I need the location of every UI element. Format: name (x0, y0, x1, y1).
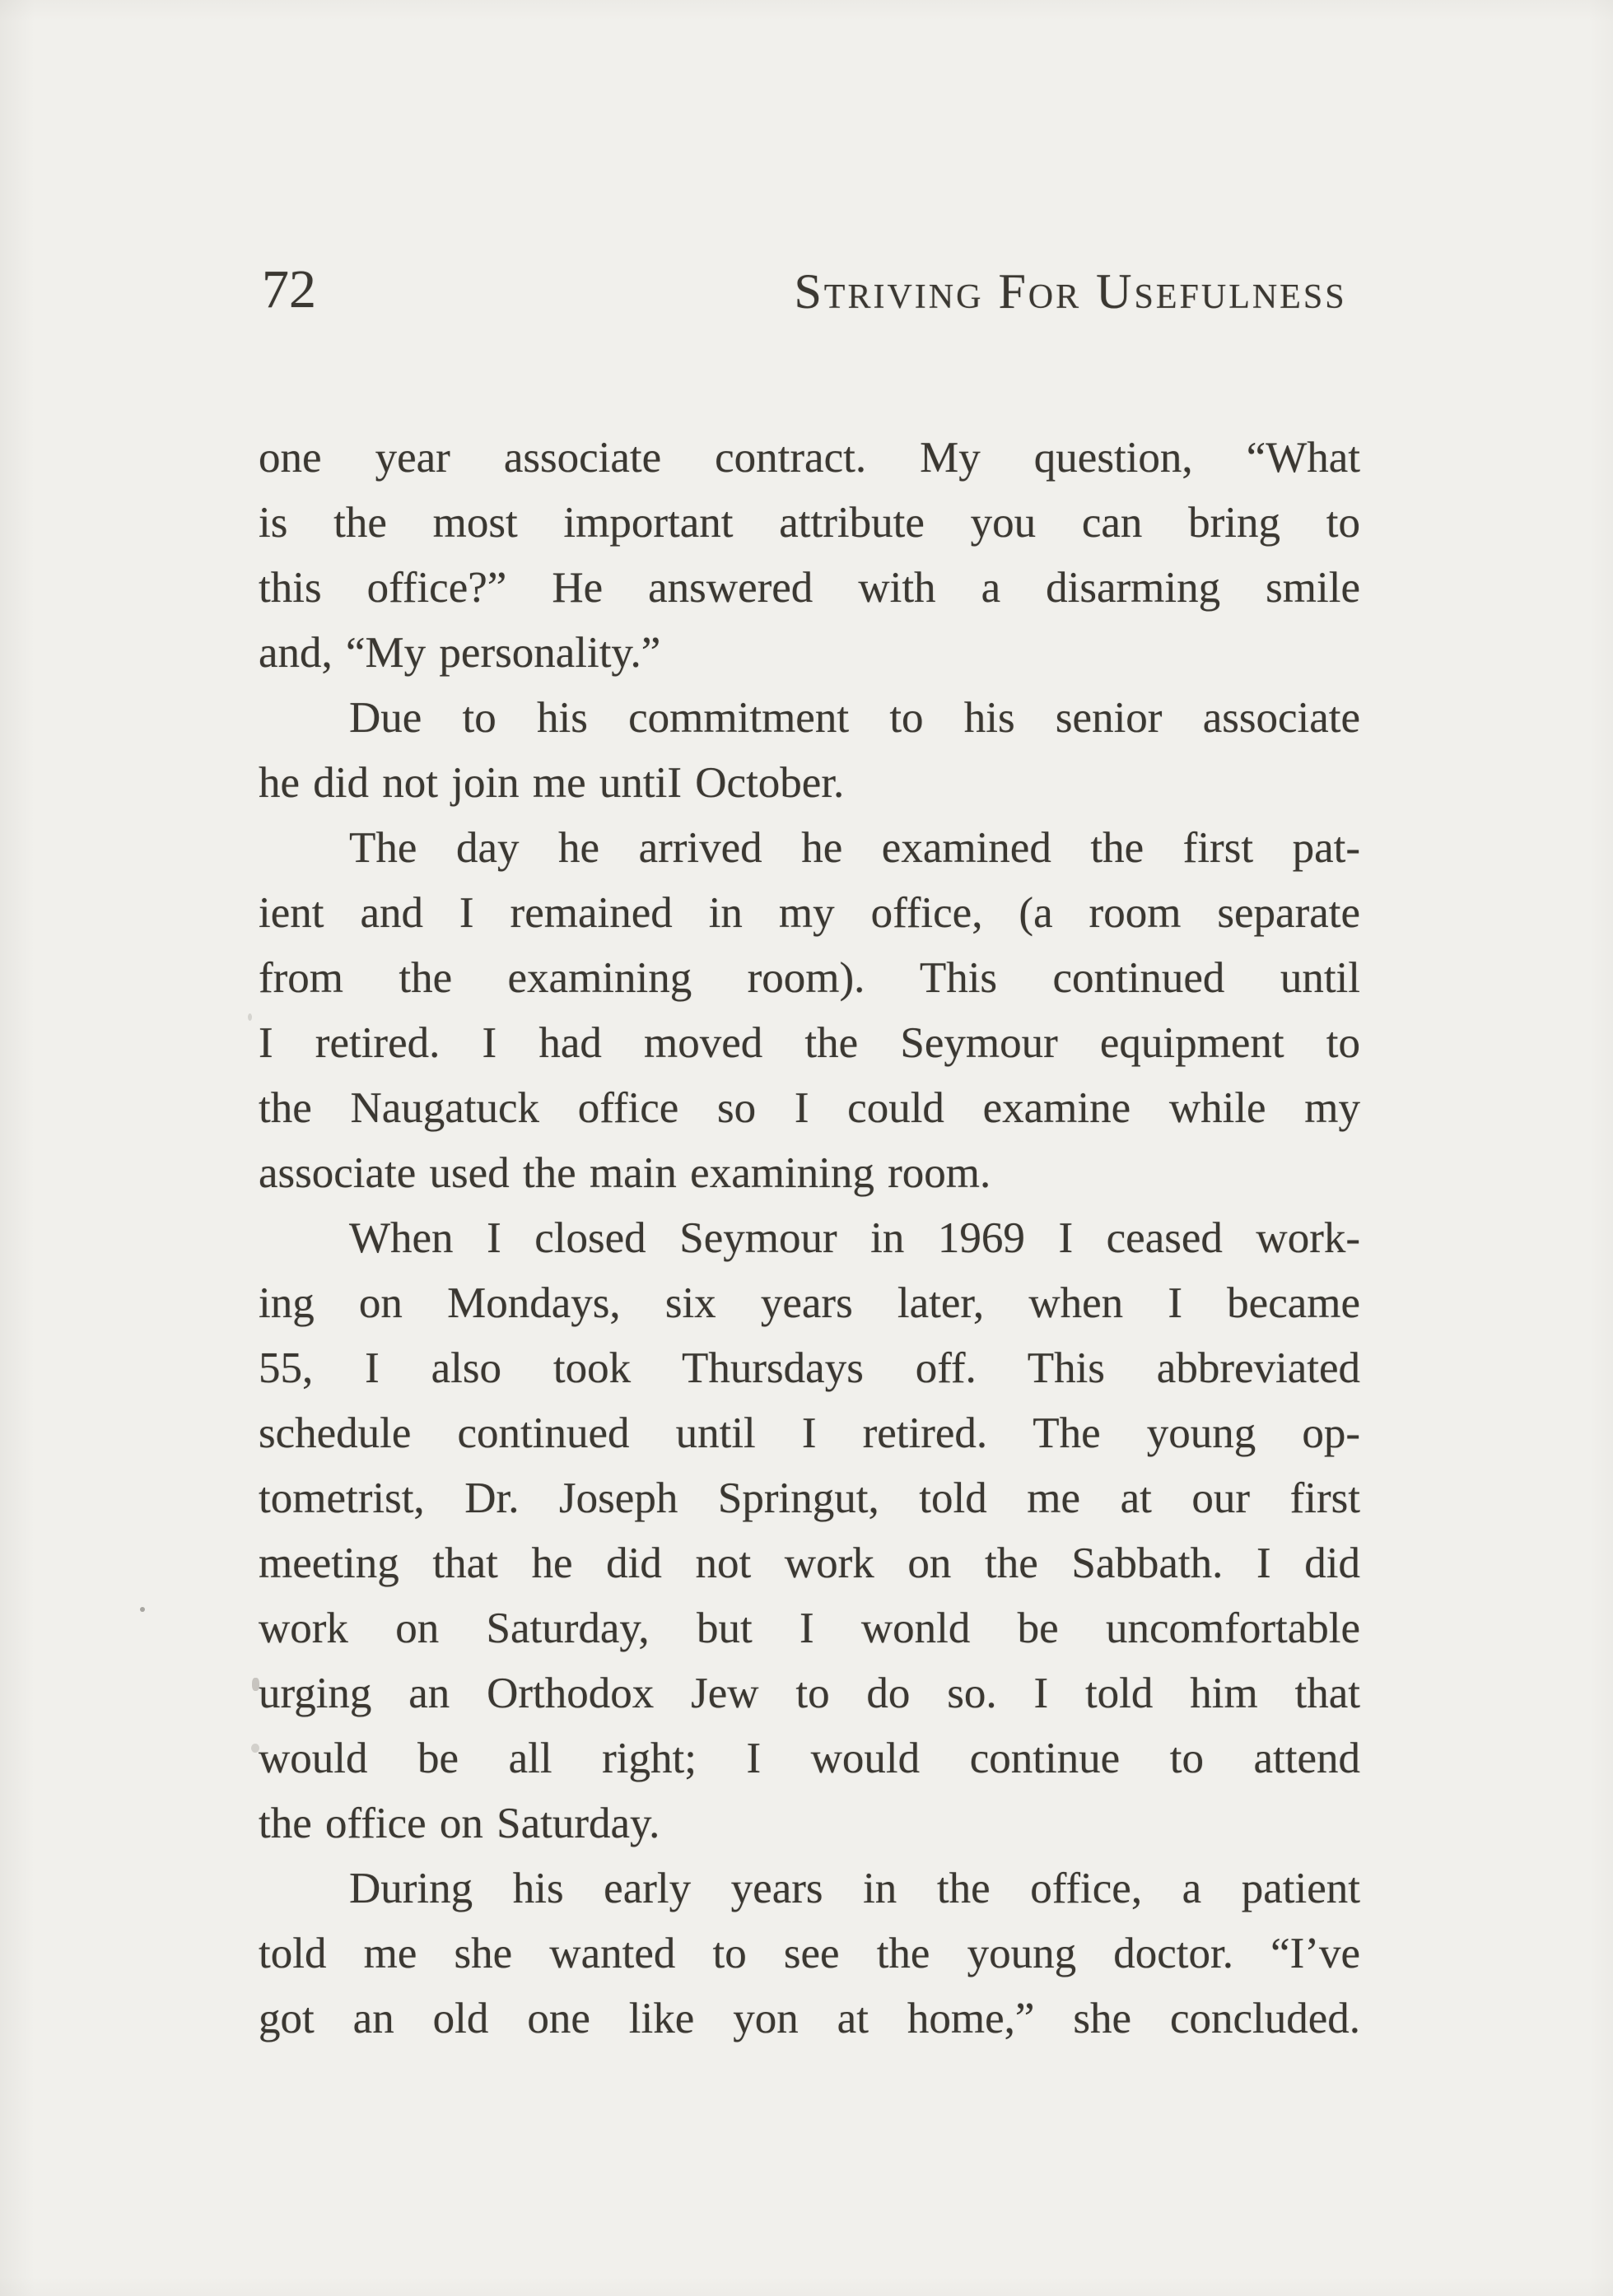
page-body-text (259, 426, 1360, 2051)
text-line: this office?” He answered with a disarming smile (259, 564, 1360, 612)
text-line: meeting that he did not work on the Sabbath. I did (259, 1539, 1360, 1587)
text-line: schedule continued until I retired. The young op- (259, 1409, 1360, 1457)
text-line: from the examining room). This continued until (259, 954, 1360, 1002)
text-line: ient and I remained in my office, (a room separate (259, 889, 1360, 937)
text-line: When I closed Seymour in 1969 I ceased work- (349, 1214, 1360, 1262)
text-line: he did not join me untiI October. (259, 759, 845, 807)
text-line: and, “My personality.” (259, 629, 661, 677)
text-line: one year associate contract. My question, “What (259, 434, 1360, 482)
text-line: During his early years in the office, a patient (349, 1865, 1360, 1912)
paper-speck (140, 1607, 145, 1612)
paper-speck (248, 1013, 252, 1021)
text-line: is the most important attribute you can bring to (259, 499, 1360, 547)
text-line: the Naugatuck office so I could examine while my (259, 1084, 1360, 1132)
text-line: the office on Saturday. (259, 1800, 660, 1847)
text-line: would be all right; I would continue to attend (259, 1735, 1360, 1782)
running-header-title: Striving For Usefulness (794, 264, 1347, 319)
text-line: The day he arrived he examined the first pat- (349, 824, 1360, 872)
text-line: got an old one like yon at home,” she concluded. (259, 1995, 1360, 2042)
text-line: urging an Orthodox Jew to do so. I told him that (259, 1670, 1360, 1717)
text-line: I retired. I had moved the Seymour equipment to (259, 1019, 1360, 1067)
text-line: associate used the main examining room. (259, 1149, 991, 1197)
text-line: Due to his commitment to his senior associate (349, 694, 1360, 742)
page-number: 72 (262, 259, 316, 319)
text-line: told me she wanted to see the young doctor. “I’ve (259, 1930, 1360, 1977)
text-line: ing on Mondays, six years later, when I became (259, 1279, 1360, 1327)
text-line: 55, I also took Thursdays off. This abbreviated (259, 1344, 1360, 1392)
text-line: tometrist, Dr. Joseph Springut, told me at our first (259, 1474, 1360, 1522)
text-line: work on Saturday, but I wonld be uncomfortable (259, 1604, 1360, 1652)
